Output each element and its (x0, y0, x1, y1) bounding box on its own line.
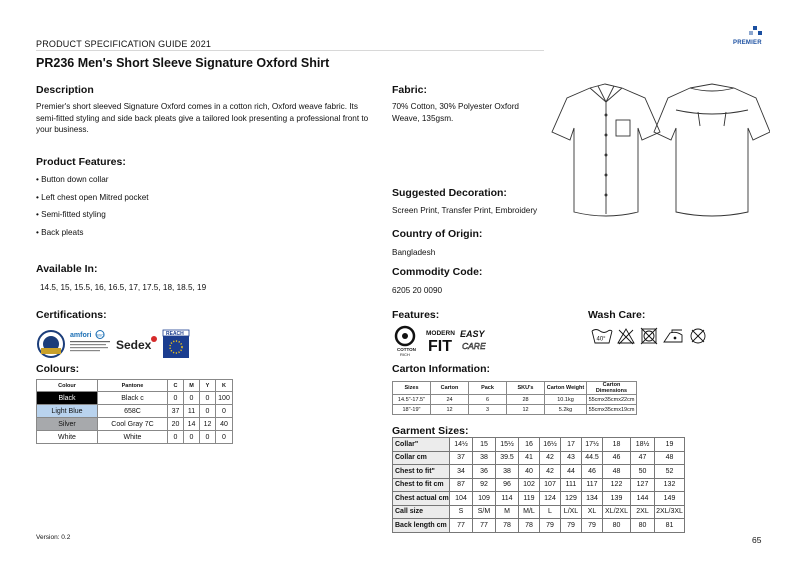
garment-cell: 124 (540, 492, 561, 506)
garment-sizes-table (392, 437, 685, 533)
product-features-list (36, 175, 149, 245)
garment-cell: 39.5 (496, 451, 519, 465)
colour-swatch: Silver (37, 418, 98, 431)
carton-cell: 6 (469, 395, 507, 405)
guide-title: PRODUCT SPECIFICATION GUIDE 2021 (36, 39, 212, 49)
garment-row-label: Back length cm (393, 519, 450, 533)
col-header: M (184, 380, 200, 392)
wash-care-heading: Wash Care: (588, 309, 646, 321)
col-header: Carton (431, 382, 469, 395)
garment-cell: 18 (603, 438, 631, 452)
carton-cell: 55cmx35cmx19cm (587, 405, 637, 415)
garment-cell: L/XL (561, 505, 582, 519)
garment-cell: 81 (655, 519, 685, 533)
garment-cell: 80 (631, 519, 655, 533)
carton-cell: 14.5"-17.5" (393, 395, 431, 405)
garment-cell: 87 (450, 478, 473, 492)
garment-cell: XL (582, 505, 603, 519)
garment-cell: L (540, 505, 561, 519)
garment-cell: 80 (603, 519, 631, 533)
garment-cell: 117 (582, 478, 603, 492)
commodity-code: 6205 20 0090 (392, 286, 443, 295)
garment-cell: 144 (631, 492, 655, 506)
country-heading: Country of Origin: (392, 228, 483, 240)
rich-label: RICH (400, 352, 410, 357)
fit-label: FIT (428, 338, 452, 355)
carton-heading: Carton Information: (392, 363, 490, 375)
garment-cell: 96 (496, 478, 519, 492)
garment-cell: 107 (540, 478, 561, 492)
garment-cell: 15½ (496, 438, 519, 452)
col-header: SKU's (507, 382, 545, 395)
colour-cell: 37 (168, 405, 184, 418)
garment-cell: 18½ (631, 438, 655, 452)
col-header: Sizes (393, 382, 431, 395)
garment-cell: 43 (561, 451, 582, 465)
feature-item: • Button down collar (36, 175, 109, 184)
colour-cell: 11 (184, 405, 200, 418)
fabric-heading: Fabric: (392, 84, 428, 96)
version-label: Version: 0.2 (36, 534, 71, 541)
colour-cell: 100 (216, 392, 233, 405)
no-bleach-icon (618, 329, 634, 344)
garment-cell: 79 (582, 519, 603, 533)
garment-cell: 129 (561, 492, 582, 506)
certifications-heading: Certifications: (36, 309, 107, 321)
colour-swatch: White (37, 431, 98, 444)
garment-cell: 114 (496, 492, 519, 506)
garment-cell: 139 (603, 492, 631, 506)
col-header: Y (200, 380, 216, 392)
colour-cell: 14 (184, 418, 200, 431)
garment-row (393, 451, 685, 465)
garment-cell: 77 (473, 519, 496, 533)
garment-row-label: Call size (393, 505, 450, 519)
garment-cell: 14½ (450, 438, 473, 452)
garment-cell: 38 (473, 451, 496, 465)
garment-cell: 52 (655, 465, 685, 479)
garment-row-label: Chest actual cm (393, 492, 450, 506)
shirt-illustration (550, 80, 770, 220)
colour-cell: 0 (184, 431, 200, 444)
colour-swatch: Black (37, 392, 98, 405)
carton-table (392, 381, 637, 415)
garment-row (393, 438, 685, 452)
col-header: Carton Dimensions (587, 382, 637, 395)
carton-cell: 3 (469, 405, 507, 415)
garment-cell: 111 (561, 478, 582, 492)
garment-cell: 122 (603, 478, 631, 492)
carton-cell: 18"-19" (393, 405, 431, 415)
garment-cell: S (450, 505, 473, 519)
brand-name: PREMIER (733, 40, 762, 46)
shirt-back-drawing (654, 84, 770, 216)
colours-table (36, 379, 233, 444)
garment-cell: 132 (655, 478, 685, 492)
garment-cell: 47 (631, 451, 655, 465)
feature-item: • Back pleats (36, 227, 84, 237)
col-header: Pantone (98, 380, 168, 392)
colour-cell: 0 (216, 431, 233, 444)
garment-row-label: Collar" (393, 438, 450, 452)
col-header: Colour (37, 380, 98, 392)
no-tumble-dry-icon (641, 328, 657, 344)
available-sizes: 14.5, 15, 15.5, 16, 16.5, 17, 17.5, 18, 18.5, 19 (40, 283, 207, 292)
garment-cell: XL/2XL (603, 505, 631, 519)
garment-cell: M/L (519, 505, 540, 519)
modern-fit-icon (426, 330, 455, 355)
colour-cell: 658C (98, 405, 168, 418)
garment-cell: M (496, 505, 519, 519)
garment-row (393, 492, 685, 506)
easy-care-icon (460, 329, 486, 351)
garment-cell: 102 (519, 478, 540, 492)
amfori-label: amfori (70, 332, 92, 339)
fabric-text: 70% Cotton, 30% Polyester Oxford Weave, 135gsm. (392, 102, 519, 123)
colour-cell: Cool Gray 7C (98, 418, 168, 431)
colour-row (37, 431, 233, 444)
garment-cell: 37 (450, 451, 473, 465)
description-heading: Description (36, 84, 94, 96)
carton-cell: 55cmx35cmx22cm (587, 395, 637, 405)
garment-cell: 92 (473, 478, 496, 492)
garment-row-label: Chest to fit cm (393, 478, 450, 492)
garment-row-label: Chest to fit" (393, 465, 450, 479)
colour-cell: 0 (216, 405, 233, 418)
garment-cell: 46 (582, 465, 603, 479)
garment-cell: 78 (496, 519, 519, 533)
cotton-label: COTTON (397, 347, 416, 352)
garment-cell: 19 (655, 438, 685, 452)
description-text: Premier's short sleeved Signature Oxford comes in a cotton rich, Oxford weave fabric. Its semi-fitted styling and side back pleats give a tailored look presenting a professional front to your business. (36, 102, 369, 134)
garment-cell: 77 (450, 519, 473, 533)
colour-cell: 20 (168, 418, 184, 431)
garment-cell: 2XL/3XL (655, 505, 685, 519)
garment-cell: 42 (540, 465, 561, 479)
col-header: C (168, 380, 184, 392)
colour-cell: Black c (98, 392, 168, 405)
country-text: Bangladesh (392, 248, 436, 257)
product-title: PR236 Men's Short Sleeve Signature Oxford Shirt (36, 56, 330, 70)
carton-row (393, 395, 637, 405)
carton-row (393, 405, 637, 415)
colour-cell: 12 (200, 418, 216, 431)
sedex-label: Sedex (116, 338, 152, 352)
premier-logo (733, 26, 767, 50)
colour-cell: 0 (168, 431, 184, 444)
carton-cell: 10.1kg (545, 395, 587, 405)
carton-cell: 12 (507, 405, 545, 415)
modern-label: MODERN (426, 330, 455, 337)
colour-cell: 0 (200, 405, 216, 418)
wash-40-icon (592, 330, 612, 344)
garment-cell: 16½ (540, 438, 561, 452)
garment-cell: 44.5 (582, 451, 603, 465)
colour-row (37, 418, 233, 431)
garment-cell: 78 (519, 519, 540, 533)
garment-row (393, 478, 685, 492)
product-features-heading: Product Features: (36, 156, 126, 168)
garment-heading: Garment Sizes: (392, 425, 469, 437)
header-divider (36, 50, 544, 51)
garment-cell: 127 (631, 478, 655, 492)
care-label: CARE (462, 341, 486, 351)
colour-cell: White (98, 431, 168, 444)
garment-cell: 40 (519, 465, 540, 479)
colour-row (37, 405, 233, 418)
garment-cell: 15 (473, 438, 496, 452)
garment-cell: 149 (655, 492, 685, 506)
garment-cell: 17½ (582, 438, 603, 452)
no-dry-clean-icon (691, 329, 705, 343)
col-header: Pack (469, 382, 507, 395)
feature-item: • Semi-fitted styling (36, 210, 106, 219)
garment-cell: 46 (603, 451, 631, 465)
colour-swatch: Light Blue (37, 405, 98, 418)
easy-label: EASY (460, 329, 485, 339)
colour-row (37, 392, 233, 405)
available-in-heading: Available In: (36, 263, 98, 275)
carton-cell: 24 (431, 395, 469, 405)
garment-cell: 41 (519, 451, 540, 465)
reach-logo (163, 330, 189, 358)
iron-low-icon (664, 330, 682, 342)
amfori-bsci-logo (70, 331, 110, 352)
garment-row-label: Collar cm (393, 451, 450, 465)
bsci-label: BSCI (96, 333, 105, 338)
garment-cell: 79 (561, 519, 582, 533)
wrap-logo (38, 331, 64, 357)
garment-cell: 2XL (631, 505, 655, 519)
garment-cell: 38 (496, 465, 519, 479)
decoration-heading: Suggested Decoration: (392, 187, 507, 199)
garment-cell: 17 (561, 438, 582, 452)
wash-care-icons (590, 325, 715, 347)
certification-logos (36, 328, 206, 360)
garment-row (393, 505, 685, 519)
colour-cell: 0 (200, 431, 216, 444)
reach-label: REACH (166, 331, 184, 337)
col-header: Carton Weight (545, 382, 587, 395)
shirt-front-drawing (552, 84, 660, 216)
garment-cell: 48 (655, 451, 685, 465)
garment-cell: 104 (450, 492, 473, 506)
garment-cell: 36 (473, 465, 496, 479)
page-number: 65 (752, 535, 762, 545)
garment-cell: 48 (603, 465, 631, 479)
garment-cell: 50 (631, 465, 655, 479)
garment-cell: 109 (473, 492, 496, 506)
garment-cell: S/M (473, 505, 496, 519)
wash-temp: 40° (596, 336, 606, 343)
garment-cell: 134 (582, 492, 603, 506)
garment-cell: 42 (540, 451, 561, 465)
garment-cell: 119 (519, 492, 540, 506)
colour-cell: 40 (216, 418, 233, 431)
col-header: K (216, 380, 233, 392)
garment-row (393, 465, 685, 479)
feature-icons (392, 325, 492, 357)
carton-cell: 28 (507, 395, 545, 405)
colour-cell: 0 (168, 392, 184, 405)
feature-item: • Left chest open Mitred pocket (36, 192, 149, 202)
cotton-rich-icon (396, 327, 416, 357)
decoration-text: Screen Print, Transfer Print, Embroidery (392, 206, 538, 215)
colour-cell: 0 (184, 392, 200, 405)
garment-cell: 34 (450, 465, 473, 479)
features-heading: Features: (392, 309, 440, 321)
garment-row (393, 519, 685, 533)
garment-cell: 16 (519, 438, 540, 452)
colour-cell: 0 (200, 392, 216, 405)
garment-cell: 79 (540, 519, 561, 533)
garment-cell: 44 (561, 465, 582, 479)
commodity-heading: Commodity Code: (392, 266, 483, 278)
carton-cell: 5.2kg (545, 405, 587, 415)
colours-heading: Colours: (36, 363, 80, 375)
carton-cell: 12 (431, 405, 469, 415)
sedex-logo (116, 336, 157, 352)
